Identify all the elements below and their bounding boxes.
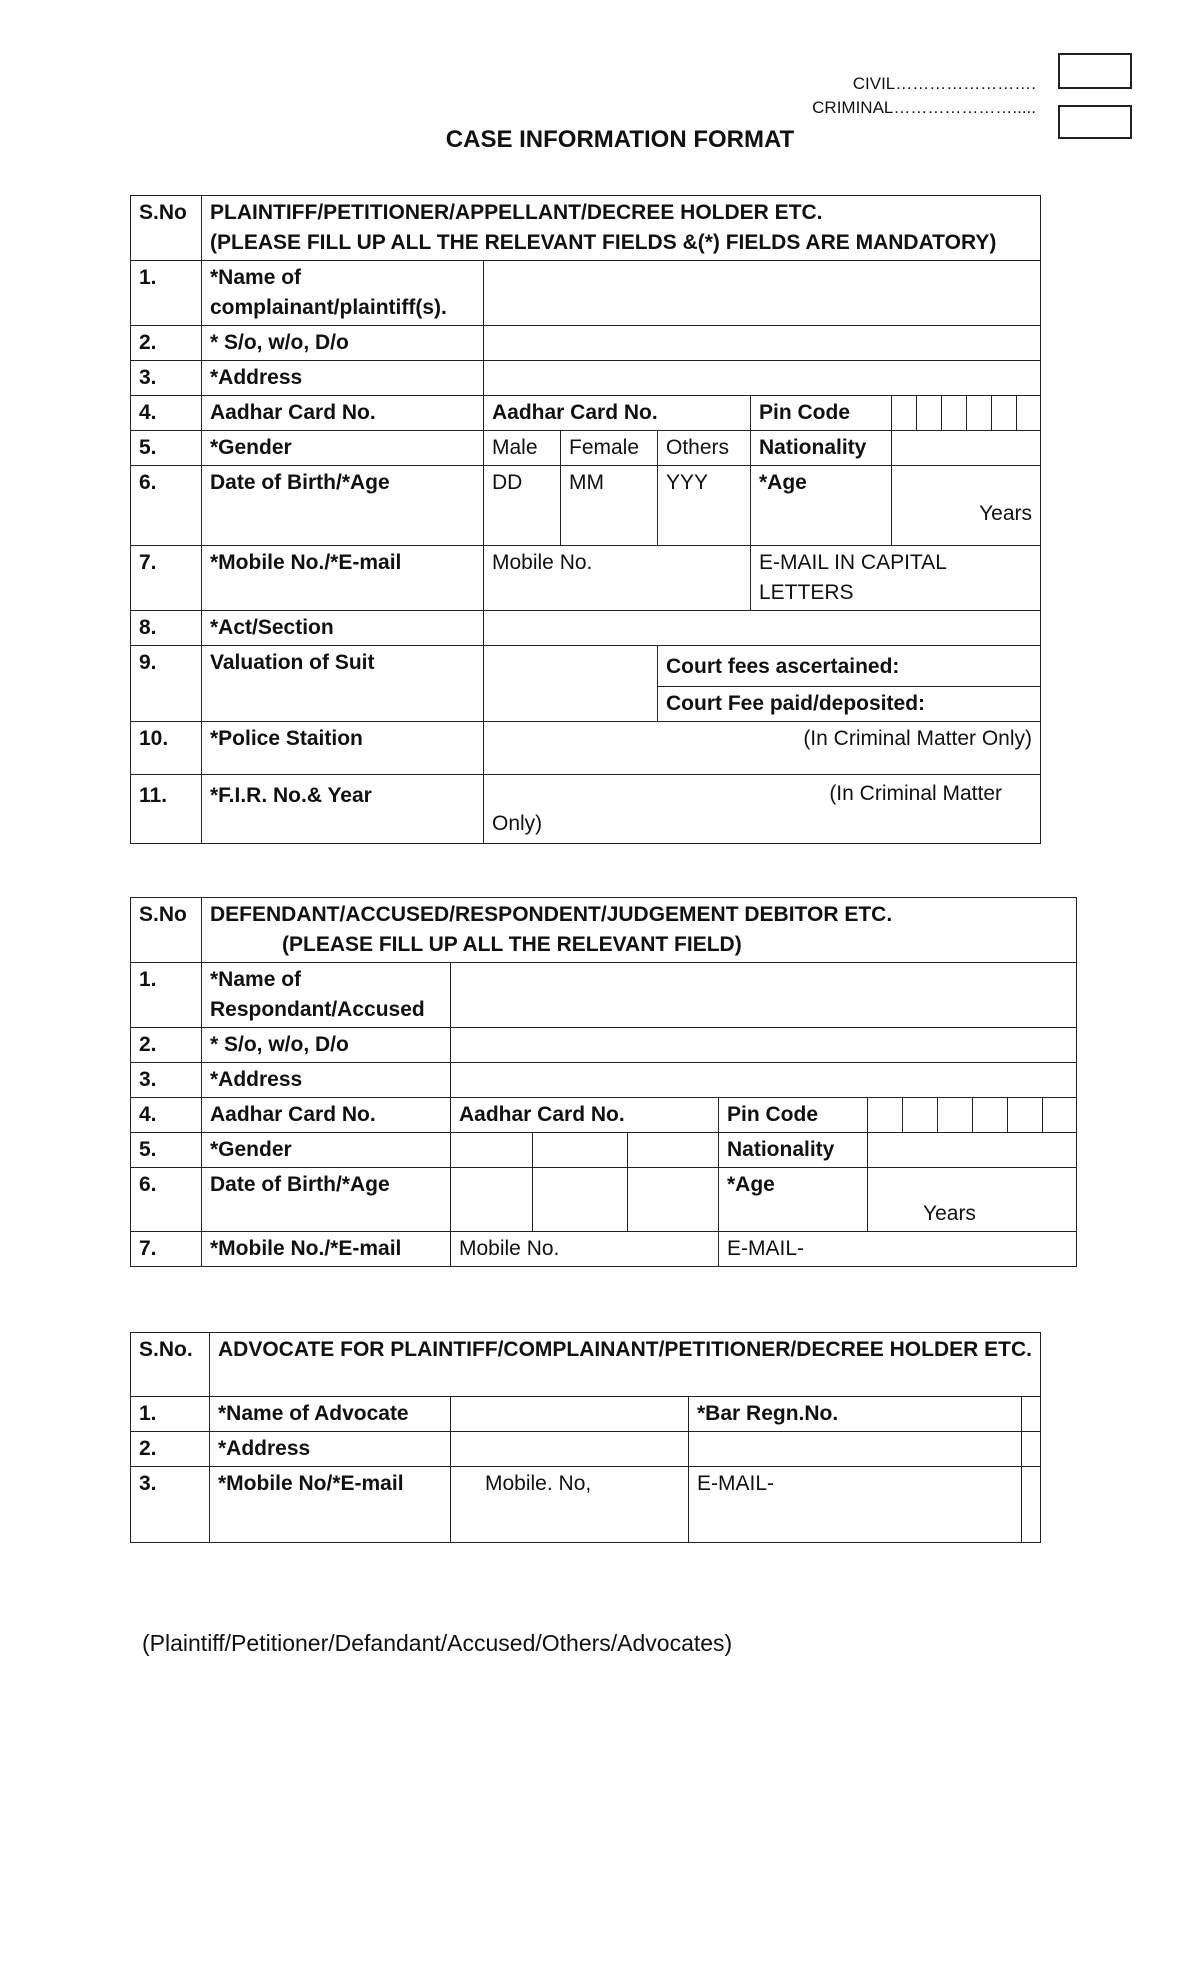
nationality-field[interactable] xyxy=(892,431,1041,466)
pin-code-label: Pin Code xyxy=(719,1098,868,1133)
fir-field[interactable] xyxy=(484,775,1041,844)
row-number: 2. xyxy=(131,1028,202,1063)
aadhar-field[interactable]: Aadhar Card No. xyxy=(451,1098,719,1133)
table-row xyxy=(131,261,1041,326)
age-label: *Age xyxy=(751,466,892,546)
advocate-mobile-field[interactable]: Mobile. No, xyxy=(451,1467,689,1543)
row-number: 1. xyxy=(131,261,202,326)
pin-digit-box[interactable] xyxy=(942,396,967,431)
gender-option-female[interactable] xyxy=(533,1133,628,1168)
pin-digit-box[interactable] xyxy=(967,396,992,431)
court-fees-ascertained[interactable]: Court fees ascertained: xyxy=(658,646,1041,687)
pin-digit-box[interactable] xyxy=(992,396,1017,431)
table-row xyxy=(131,1232,1077,1267)
valuation-field[interactable] xyxy=(484,646,658,722)
court-fee-paid[interactable]: Court Fee paid/deposited: xyxy=(658,687,1041,722)
advocate-table xyxy=(130,1332,1041,1543)
gender-option-others[interactable] xyxy=(628,1133,719,1168)
bar-regn-label: *Bar Regn.No. xyxy=(689,1397,1022,1432)
sno-header: S.No xyxy=(131,196,202,261)
fir-note-a: (In Criminal Matter xyxy=(829,782,1003,805)
table-row xyxy=(131,1467,1041,1543)
field-label: *Gender xyxy=(202,431,484,466)
pin-digit-box[interactable] xyxy=(1043,1098,1077,1133)
gender-option-others[interactable]: Others xyxy=(658,431,751,466)
row-number: 6. xyxy=(131,466,202,546)
field-label: *Name of complainant/plaintiff(s). xyxy=(202,261,484,326)
age-label: *Age xyxy=(719,1168,868,1232)
field-label: *Act/Section xyxy=(202,611,484,646)
pin-digit-box[interactable] xyxy=(892,396,917,431)
row-number: 7. xyxy=(131,1232,202,1267)
field-label: * S/o, w/o, D/o xyxy=(202,1028,451,1063)
table-row xyxy=(131,466,1041,546)
row-number: 10. xyxy=(131,722,202,775)
table-row xyxy=(131,326,1041,361)
row-number: 3. xyxy=(131,1467,210,1543)
field-label: *Mobile No/*E-mail xyxy=(210,1467,451,1543)
civil-checkbox[interactable] xyxy=(1058,53,1132,89)
years-label: Years xyxy=(979,502,1033,525)
defendant-table xyxy=(130,897,1077,1267)
row-number: 4. xyxy=(131,396,202,431)
row-number: 4. xyxy=(131,1098,202,1133)
dob-month-field[interactable] xyxy=(533,1168,628,1232)
advocate-name-field[interactable] xyxy=(451,1397,689,1432)
civil-label: CIVIL……………………. xyxy=(852,74,1036,93)
row-number: 3. xyxy=(131,1063,202,1098)
field-label: *Address xyxy=(202,361,484,396)
nationality-label: Nationality xyxy=(751,431,892,466)
row-number: 1. xyxy=(131,963,202,1028)
table-row xyxy=(131,546,1041,611)
field-label: *Address xyxy=(202,1063,451,1098)
field-label: *Mobile No./*E-mail xyxy=(202,1232,451,1267)
dob-day-field[interactable] xyxy=(451,1168,533,1232)
field-label: *Gender xyxy=(202,1133,451,1168)
complainant-name-field[interactable] xyxy=(484,261,1041,326)
plaintiff-heading xyxy=(202,196,1041,261)
plaintiff-table xyxy=(130,195,1041,844)
nationality-field[interactable] xyxy=(868,1133,1077,1168)
defendant-header-row xyxy=(131,898,1077,963)
plaintiff-header-row xyxy=(131,196,1041,261)
pin-digit-box[interactable] xyxy=(917,396,942,431)
row-number: 9. xyxy=(131,646,202,722)
table-row xyxy=(131,1133,1077,1168)
respondent-name-field[interactable] xyxy=(451,963,1077,1028)
address-field[interactable] xyxy=(451,1063,1077,1098)
table-row xyxy=(131,1063,1077,1098)
table-row xyxy=(131,396,1041,431)
years-label: Years xyxy=(923,1202,976,1225)
field-label: *F.I.R. No.& Year xyxy=(202,775,484,844)
fir-note-b: Only) xyxy=(492,812,543,835)
field-label: *Address xyxy=(210,1432,451,1467)
row-number: 3. xyxy=(131,361,202,396)
table-row xyxy=(131,722,1041,775)
row-number: 7. xyxy=(131,546,202,611)
table-row xyxy=(131,963,1077,1028)
row-number: 1. xyxy=(131,1397,210,1432)
row-number: 5. xyxy=(131,431,202,466)
row-number: 6. xyxy=(131,1168,202,1232)
email-field[interactable]: E-MAIL- xyxy=(719,1232,1077,1267)
table-row xyxy=(131,646,1041,687)
pin-digit-box[interactable] xyxy=(1008,1098,1043,1133)
advocate-header-row xyxy=(131,1333,1041,1397)
field-label: *Name of Respondant/Accused xyxy=(202,963,451,1028)
field-label: Aadhar Card No. xyxy=(202,1098,451,1133)
field-label: *Police Staition xyxy=(202,722,484,775)
table-row xyxy=(131,1098,1077,1133)
field-label: Date of Birth/*Age xyxy=(202,466,484,546)
advocate-address-field[interactable] xyxy=(451,1432,689,1467)
row-number: 5. xyxy=(131,1133,202,1168)
pin-digit-box[interactable] xyxy=(903,1098,938,1133)
plaintiff-heading-line2: (PLEASE FILL UP ALL THE RELEVANT FIELDS &(*) FIELDS ARE MANDATORY) xyxy=(210,231,997,254)
act-section-field[interactable] xyxy=(484,611,1041,646)
table-row xyxy=(131,431,1041,466)
defendant-heading-line1: DEFENDANT/ACCUSED/RESPONDENT/JUDGEMENT DEBITOR ETC. xyxy=(210,903,893,926)
table-row xyxy=(131,1028,1077,1063)
advocate-email-extra[interactable] xyxy=(1022,1467,1041,1543)
gender-option-male[interactable] xyxy=(451,1133,533,1168)
sno-header: S.No. xyxy=(131,1333,210,1397)
defendant-heading-line2: (PLEASE FILL UP ALL THE RELEVANT FIELD) xyxy=(282,933,742,956)
dob-month-field[interactable]: MM xyxy=(561,466,658,546)
age-field[interactable] xyxy=(892,466,1041,546)
field-label: *Name of Advocate xyxy=(210,1397,451,1432)
row-number: 2. xyxy=(131,1432,210,1467)
row-number: 11. xyxy=(131,775,202,844)
age-field[interactable] xyxy=(868,1168,1077,1232)
advocate-heading: ADVOCATE FOR PLAINTIFF/COMPLAINANT/PETITIONER/DECREE HOLDER ETC. xyxy=(210,1333,1041,1397)
field-label: Valuation of Suit xyxy=(202,646,484,722)
field-label: *Mobile No./*E-mail xyxy=(202,546,484,611)
police-station-field[interactable]: (In Criminal Matter Only) xyxy=(484,722,1041,775)
bar-regn-field[interactable] xyxy=(1022,1397,1041,1432)
criminal-label: CRIMINAL…………………..... xyxy=(812,98,1036,117)
field-label: Aadhar Card No. xyxy=(202,396,484,431)
pin-digit-box[interactable] xyxy=(938,1098,973,1133)
footer-signature-note: (Plaintiff/Petitioner/Defandant/Accused/Others/Advocates) xyxy=(142,1630,733,1656)
mobile-field[interactable]: Mobile No. xyxy=(451,1232,719,1267)
advocate-address-field-2[interactable] xyxy=(689,1432,1022,1467)
table-row xyxy=(131,1168,1077,1232)
field-label: * S/o, w/o, D/o xyxy=(202,326,484,361)
dob-year-field[interactable] xyxy=(628,1168,719,1232)
advocate-address-extra[interactable] xyxy=(1022,1432,1041,1467)
defendant-heading xyxy=(202,898,1077,963)
gender-option-male[interactable]: Male xyxy=(484,431,561,466)
plaintiff-heading-line1: PLAINTIFF/PETITIONER/APPELLANT/DECREE HOLDER ETC. xyxy=(210,201,823,224)
table-row xyxy=(131,361,1041,396)
relation-field[interactable] xyxy=(451,1028,1077,1063)
pin-digit-box[interactable] xyxy=(1017,396,1041,431)
nationality-label: Nationality xyxy=(719,1133,868,1168)
table-row xyxy=(131,1397,1041,1432)
field-label: Date of Birth/*Age xyxy=(202,1168,451,1232)
relation-field[interactable] xyxy=(484,326,1041,361)
dob-day-field[interactable]: DD xyxy=(484,466,561,546)
mobile-field[interactable]: Mobile No. xyxy=(484,546,751,611)
table-row xyxy=(131,775,1041,844)
pin-code-label: Pin Code xyxy=(751,396,892,431)
table-row xyxy=(131,1432,1041,1467)
table-row xyxy=(131,611,1041,646)
email-field[interactable]: E-MAIL IN CAPITAL LETTERS xyxy=(751,546,1041,611)
criminal-checkbox[interactable] xyxy=(1058,105,1132,139)
dob-year-field[interactable]: YYY xyxy=(658,466,751,546)
advocate-email-field[interactable]: E-MAIL- xyxy=(689,1467,1022,1543)
row-number: 8. xyxy=(131,611,202,646)
aadhar-field[interactable]: Aadhar Card No. xyxy=(484,396,751,431)
pin-digit-box[interactable] xyxy=(973,1098,1008,1133)
address-field[interactable] xyxy=(484,361,1041,396)
page-title: CASE INFORMATION FORMAT xyxy=(445,126,795,153)
gender-option-female[interactable]: Female xyxy=(561,431,658,466)
row-number: 2. xyxy=(131,326,202,361)
pin-digit-box[interactable] xyxy=(868,1098,903,1133)
sno-header: S.No xyxy=(131,898,202,963)
